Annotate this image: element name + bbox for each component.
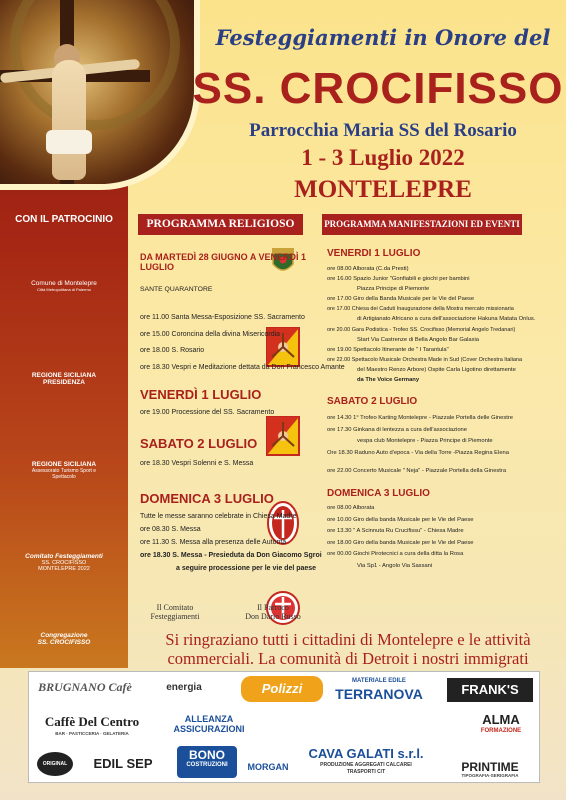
sponsor-franks: FRANK'S bbox=[447, 678, 533, 702]
sponsor-brugnano: BRUGNANO Cafè bbox=[38, 680, 132, 694]
list-item: ore 18.30 Vespri Solenni e S. Messa bbox=[140, 460, 254, 468]
list-item: ore 18.00 Giro della banda Musicale per le Vie del Paese bbox=[327, 539, 474, 546]
list-item: ore 17.00 Chiesa dei Caduti Inaugurazione della Mostra mercato missionaria bbox=[327, 306, 514, 313]
list-item: del Maestro Renzo Arbore) Ospite Carla Ligotino direttamente bbox=[357, 366, 516, 373]
list-item: ore 17.30 Ginkana di lentezza a cura dell'associazione bbox=[327, 426, 467, 433]
sponsor-printime: PRINTIME bbox=[461, 760, 519, 774]
parish-name: Parrocchia Maria SS del Rosario bbox=[249, 120, 517, 141]
crucifix-photo bbox=[0, 0, 200, 190]
thanks-message: Si ringraziano tutti i cittadini di Montelepre e le attività commerciali. La comunità di Detroit i nostri immigrati bbox=[165, 630, 531, 668]
events-day3-title: DOMENICA 3 LUGLIO bbox=[327, 488, 430, 500]
sponsor-polizzi: Polizzi bbox=[241, 676, 323, 702]
sponsor-bono: BONO COSTRUZIONI bbox=[177, 746, 237, 778]
religious-block1-sub: SANTE QUARANTORE bbox=[140, 286, 213, 293]
list-item: ore 18.30 S. Messa - Presieduta da Don Giacomo Sgroi bbox=[140, 551, 322, 559]
sponsor-alma: ALMA bbox=[482, 712, 520, 727]
list-item: ore 10.00 Giro della banda Musicale per le Vie del Paese bbox=[327, 516, 474, 523]
religious-block2-title: VENERDÌ 1 LUGLIO bbox=[140, 387, 262, 403]
sponsor-terranova-tagline: MATERIALE EDILE bbox=[352, 678, 406, 684]
list-item: ore 08.00 Alborata bbox=[327, 505, 375, 512]
list-item: vespa club Montelepre - Piazza Principe di Piemonte bbox=[357, 438, 493, 445]
sponsor-original: ORIGINAL bbox=[37, 752, 73, 776]
list-item: ore 18.30 Vespri e Meditazione dettata da Don Francesco Amante bbox=[140, 363, 345, 371]
event-dates: 1 - 3 Luglio 2022 bbox=[301, 145, 465, 170]
sponsor-cava-tagline2: TRASPORTI C/T bbox=[346, 769, 386, 775]
sidebar-item-comitato: Comitato Festeggiamenti SS. CROCIFISSO MONTELEPRE 2022 bbox=[25, 553, 103, 572]
sponsor-edil-sep: EDIL SEP bbox=[93, 756, 153, 771]
list-item: ore 22.00 Spettacolo Musicale Orchestra Made in Sud (Cover Orchestra Italiana bbox=[327, 356, 523, 363]
list-item: ore 08.30 S. Messa bbox=[140, 525, 201, 533]
list-item: a seguire processione per le vie del paese bbox=[176, 564, 317, 572]
list-item: Tutte le messe saranno celebrate in Chiesa Madre bbox=[140, 512, 297, 520]
list-item: ore 08.00 Alborata (C.da Presti) bbox=[327, 266, 409, 272]
list-item: ore 20.00 Gara Podistica - Trofeo SS. Crocifisso (Memorial Angelo Tredanari) bbox=[327, 326, 516, 333]
religious-block3-title: SABATO 2 LUGLIO bbox=[140, 436, 258, 452]
list-item: ore 22.00 Concerto Musicale " Neja" - Piazzale Portella della Ginestra bbox=[327, 467, 507, 474]
list-item: ore 11.30 S. Messa alla presenza delle Autorità bbox=[140, 538, 287, 546]
list-item: ore 19.00 Processione del SS. Sacramento bbox=[140, 409, 275, 417]
signature-committee: Il Comitato Festeggiamenti bbox=[150, 603, 200, 621]
sponsor-printime-tagline: TIPOGRAFIA-SERIGRAFIA bbox=[461, 773, 519, 778]
subtitle: Festeggiamenti in Onore del bbox=[215, 25, 551, 50]
sponsor-cava-tagline: PRODUZIONE AGGREGATI CALCAREI bbox=[320, 762, 412, 768]
list-item: Start Via Castrenze di Bella Angolo Bar Galaxia bbox=[357, 336, 480, 343]
list-item: ore 16.00 Spazio Junior "Gonfiabili e giochi per bambini bbox=[327, 276, 470, 283]
sidebar-item-presidenza: REGIONE SICILIANA PRESIDENZA bbox=[31, 372, 97, 386]
sponsor-morgan: MORGAN bbox=[247, 762, 289, 772]
sponsor-terranova: TERRANOVA bbox=[335, 686, 423, 702]
events-program bbox=[327, 248, 559, 573]
events-day1-title: VENERDI 1 LUGLIO bbox=[327, 248, 421, 259]
sidebar-title: CON IL PATROCINIO bbox=[15, 214, 113, 225]
sidebar-item-comune: Comune di Montelepre Città Metropolitana di Palermo bbox=[31, 280, 97, 292]
sponsor-alma-tagline: FORMAZIONE bbox=[480, 728, 522, 734]
list-item: ore 18.00 S. Rosario bbox=[140, 347, 205, 355]
list-item: ore 15.00 Coroncina della divina Misericordia bbox=[140, 330, 281, 338]
sponsor-cava-galati: CAVA GALATI s.r.l. bbox=[308, 746, 424, 761]
list-item: ore 14.30 1° Trofeo Karting Montelepre - Piazzale Portella delle Ginestre bbox=[327, 415, 513, 422]
list-item: Piazza Principe di Piemonte bbox=[357, 286, 430, 293]
religious-banner: PROGRAMMA RELIGIOSO bbox=[138, 214, 303, 235]
sponsor-caffe-tagline: BAR · PASTICCERIA · GELATERIA bbox=[55, 731, 129, 736]
religious-block4-title: DOMENICA 3 LUGLIO bbox=[140, 490, 274, 506]
religious-program bbox=[140, 252, 345, 575]
list-item: da The Voice Germany bbox=[357, 377, 420, 384]
sponsor-energia: energia bbox=[166, 682, 202, 693]
sponsors-panel bbox=[28, 671, 540, 783]
list-item: ore 00.00 Giochi Pirotecnici a cura della ditta la Rosa bbox=[327, 551, 464, 558]
list-item: ore 17.00 Giro della Banda Musicale per le Vie del Paese bbox=[327, 296, 475, 303]
sponsor-caffe-del-centro: Caffè Del Centro bbox=[44, 714, 140, 729]
list-item: di Artigianato Africano a cura dell'associazione Hakuna Matata Onlus. bbox=[357, 316, 536, 323]
list-item: ore 11.00 Santa Messa-Esposizione SS. Sacramento bbox=[140, 314, 305, 322]
list-item: ore 13.30 " A Scinnuta Ru Crucifissu" - Chiesa Madre bbox=[327, 528, 464, 535]
sidebar-item-turismo: REGIONE SICILIANA Assessorato Turismo Sport e Spettacolo bbox=[31, 461, 97, 480]
events-banner: PROGRAMMA MANIFESTAZIONI ED EVENTI bbox=[322, 214, 522, 235]
list-item: Via Sp1 - Angolo Via Sassani bbox=[357, 563, 433, 570]
list-item: ore 19.00 Spettacolo Itinerante de " I Tarantula" bbox=[327, 346, 449, 353]
main-title: SS. CROCIFISSO bbox=[192, 64, 564, 113]
events-day2-title: SABATO 2 LUGLIO bbox=[327, 396, 418, 408]
religious-block1-title: DA MARTEDÌ 28 GIUGNO A VENERDÌ 1 LUGLIO bbox=[140, 252, 307, 272]
list-item: Ore 18.30 Raduno Auto d'epoca - Via della Torre -Piazza Regina Elena bbox=[327, 449, 510, 456]
sidebar-item-congregazione: Congregazione SS. CROCIFISSO bbox=[37, 632, 91, 646]
town-name: MONTELEPRE bbox=[294, 176, 472, 203]
signature-parish-priest: Il Parroco Don Dario Russo bbox=[245, 603, 301, 621]
sponsor-alleanza: ALLEANZA ASSICURAZIONI bbox=[173, 714, 245, 734]
